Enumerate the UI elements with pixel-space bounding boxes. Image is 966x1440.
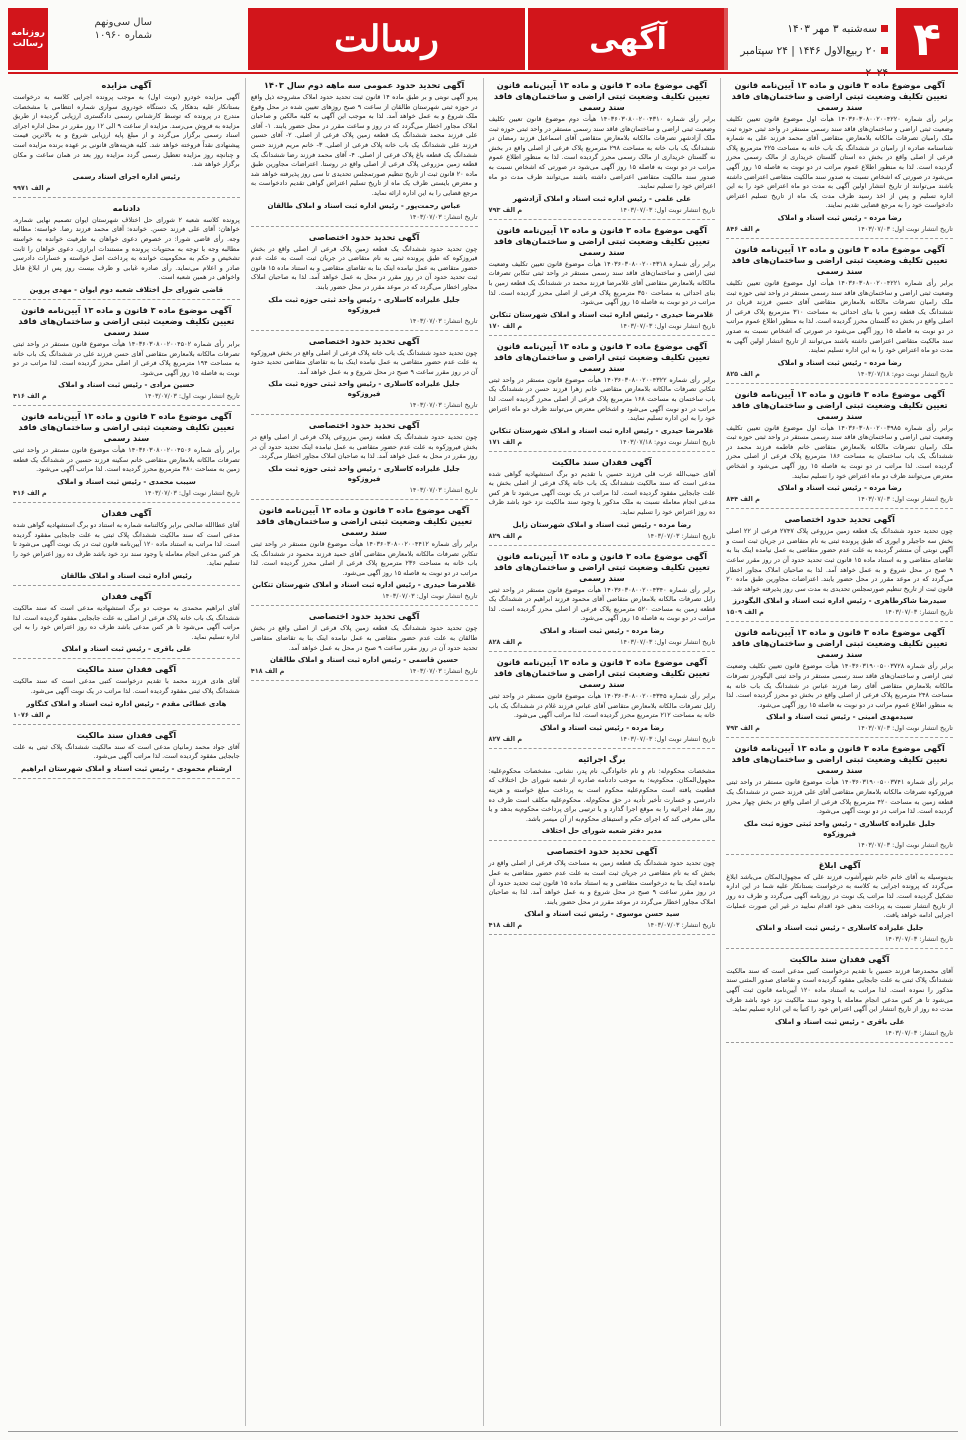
section-title: آگهی (528, 8, 728, 70)
reference-number: م الف ۱۵۰۹ (726, 608, 764, 617)
notice-footer (251, 667, 478, 676)
notice-body: چون تحدید حدود ششدانگ یک قطعه زمین به مساحت پلاک فرعی از اصلی واقع در بخش که به نام متقاضی در جریان ثبت است به علت عدم حضور متقاضی به عمل نیامده اینک بنا به درخواست متقاضی و به استناد ماده ۱۵ قانون ثبت تحدید حدود آن در روز مقرر ساعت ۹ صبح در محل شروع و به عمل خواهد آمد. لذا به صاحبان املاک مجاور اخطار می‌گردد در موعد مقرر در محل حضور یابند. (488, 859, 716, 906)
notice-signature: جلیل علیزاده کاسلاری - رئیس ثبت اسناد و املاک (755, 923, 924, 932)
notice-footer (726, 724, 953, 733)
notice (13, 508, 240, 586)
column-1 (720, 78, 958, 1426)
reference-number: م الف ۸۴۶ (726, 224, 760, 233)
notice-signature: رضا مرده - رئیس ثبت اسناد و املاک (777, 358, 902, 367)
notice-signature: سید حسن موسوی - رئیس ثبت اسناد و املاک (524, 910, 680, 919)
notice-title: آگهی موضوع ماده ۳ قانون و ماده ۱۳ آیین‌نامه قانون تعیین تکلیف وضعیت ثبتی اراضی و ساختمان‌های فاقد سند رسمی (731, 388, 948, 421)
notice-body: برابر رأی شماره ۱۴۰۳۶۰۳۰۸۰۰۲۰۰۴۳۱۰ هیأت دوم موضوع قانون تعیین تکلیف وضعیت ثبتی اراضی و ساختمان‌های فاقد سند رسمی مستقر در واحد ثبتی حوزه ثبت ملک آزادشهر تصرفات مالکانه بلامعارض متقاضی آقای اسماعیل فرزند رمضان در ششدانگ یک باب خانه به مساحت ۲۹۸ مترمربع پلاک فرعی از اصلی واقع در بخش نه گلستان خریداری از مالک رسمی محرز گردیده است. لذا به منظور اطلاع عموم مراتب در دو نوبت به فاصله ۱۵ روز آگهی می‌شود در صورتی که اشخاص نسبت به صدور سند مالکیت متقاضی اعتراضی داشته باشند می‌توانند ظرف مدت دو ماه اعتراض خود را تسلیم نمایند. (488, 115, 716, 191)
notice-body: برابر رأی شماره ۱۴۰۳۶۰۳۱۹۰۰۵۰۰۳۷۲۸ هیأت موضوع قانون تعیین تکلیف وضعیت ثبتی اراضی و ساختمان‌های فاقد سند رسمی مستقر در واحد ثبتی الیگودرز تصرفات مالکانه بلامعارض متقاضی آقای رضا فرزند عباس در ششدانگ یک باب خانه به مساحت ۲۴۸ مترمربع پلاک فرعی از اصلی واقع در بخش دو محرز گردیده است. لذا به منظور اطلاع عموم مراتب در دو نوبت به فاصله ۱۵ روز آگهی می‌شود. (726, 662, 954, 709)
notice-title: آگهی تحدید حدود اختصاصی (308, 611, 420, 622)
notice-body: برابر رأی شماره ۱۴۰۳۶۰۳۰۸۰۰۲۰۰۴۳۴۵ هیأت موضوع قانون مستقر در واحد ثبتی زابل تصرفات مالکانه بلامعارض متقاضی آقای عباس فرزند غلام در ششدانگ یک باب خانه به مساحت ۲۱۲ مترمربع محرز گردیده است. لذا مراتب آگهی می‌شود. (488, 692, 716, 720)
reference-number: م الف ۹۹۷۱ (13, 183, 51, 192)
notice-footer (489, 735, 716, 744)
notice-title: آگهی تحدید حدود اختصاصی (308, 420, 420, 431)
notice-signature: علی باقری - رئیس ثبت اسناد و املاک (61, 645, 192, 654)
notice-title: آگهی موضوع ماده ۳ قانون و ماده ۱۳ آیین‌نامه قانون تعیین تکلیف وضعیت ثبتی اراضی و ساختمان‌های فاقد سند رسمی (256, 505, 473, 538)
notice-title: آگهی موضوع ماده ۳ قانون و ماده ۱۳ آیین‌نامه قانون تعیین تکلیف وضعیت ثبتی اراضی و ساختمان‌های فاقد سند رسمی (493, 657, 710, 690)
brand-logo: رسالت (248, 8, 528, 70)
notice-footer (489, 532, 716, 541)
publication-date: تاریخ انتشار: ۱۴۰۳/۰۷/۰۳ (409, 401, 478, 410)
notice-signature: حسین مرادی - رئیس ثبت اسناد و املاک (58, 381, 195, 390)
publication-date: تاریخ انتشار: ۱۴۰۳/۰۷/۰۳ (884, 608, 953, 617)
notice-signature: رضا مرده - رئیس ثبت اسناد و املاک شهرستان زابل (512, 520, 692, 529)
notice-footer (251, 592, 478, 601)
notice (489, 341, 716, 452)
notice-body: چون تحدید حدود ششدانگ یک قطعه زمین مزروعی پلاک فرعی از اصلی واقع در بخش فیروزکوه به علت عدم حضور متقاضی به عمل نیامده اینک تحدید حدود آن در روز مقرر در محل به عمل خواهد آمد. لذا به صاحبان املاک مجاور اخطار می‌گردد. (250, 433, 478, 461)
publication-date: تاریخ انتشار نوبت دوم: ۱۴۰۳/۰۷/۱۸ (619, 437, 716, 446)
notice-signature: عباس رحمت‌پور - رئیس اداره ثبت اسناد و املاک طالقان (267, 201, 461, 210)
column-4 (8, 78, 245, 1426)
notice-title: آگهی فقدان سند مالکیت (76, 729, 177, 740)
notice-body: مشخصات محکوم‌له: نام و نام خانوادگی، نام پدر، نشانی. مشخصات محکوم‌علیه: مجهول‌المکان. محکوم‌به: به موجب دادنامه صادره از شعبه شورای حل اختلاف که قطعیت یافته است محکوم‌علیه محکوم است به پرداخت مبلغ خواسته و هزینه دادرسی و خسارت تأخیر تأدیه در حق محکوم‌له. محکوم‌علیه مکلف است ظرف ده روز مفاد اجرائیه را به موقع اجرا گذارد و یا ترتیبی برای پرداخت محکوم‌به بدهد و یا مالی معرفی کند که اجرای حکم و استیفای محکوم‌به از آن میسر باشد. (488, 766, 716, 823)
notice (13, 730, 240, 779)
notice (726, 860, 953, 949)
notice-title: آگهی تحدید حدود اختصاصی (308, 335, 420, 346)
notice-footer (726, 495, 953, 504)
notice-body: آقای محمدرضا فرزند حسین با تقدیم درخواست کتبی مدعی است که سند مالکیت ششدانگ پلاک ثبتی به علت جابجایی مفقود گردیده است و تقاضای صدور المثنی سند مذکور را نموده است. لذا مراتب به استناد ماده ۱۲۰ آیین‌نامه قانون ثبت آگهی می‌شود تا هر کس مدعی انجام معامله یا وجود سند مالکیت نزد خود باشد ظرف مدت ده روز از تاریخ انتشار این آگهی اعتراض خود را کتباً به این اداره تسلیم نماید. (726, 966, 953, 1014)
notice-title: آگهی موضوع ماده ۳ قانون و ماده ۱۳ آیین‌نامه قانون تعیین تکلیف وضعیت ثبتی اراضی و ساختمان‌های فاقد سند رسمی (18, 411, 235, 444)
bottom-rule (8, 1431, 958, 1432)
reference-number: م الف ۴۱۶ (13, 489, 47, 498)
reference-number: م الف ۸۲۷ (488, 734, 523, 743)
publication-date: تاریخ انتشار نوبت اول: ۱۴۰۳/۰۷/۰۳ (620, 321, 716, 330)
notice-signature: رئیس اداره اجرای اسناد رسمی (72, 172, 181, 181)
notice-title: آگهی تحدید حدود اختصاصی (308, 231, 420, 242)
notice-title: آگهی فقدان سند مالکیت (76, 664, 177, 675)
notice-columns (8, 78, 958, 1426)
notice (489, 551, 716, 652)
reference-number: م الف ۸۲۵ (726, 369, 760, 378)
notice-signature: جلیل علیزاده کاسلاری - رئیس واحد ثبتی حوزه ثبت ملک فیروزکوه (268, 295, 460, 314)
publication-date: تاریخ انتشار: ۱۴۰۳/۰۷/۰۳ (409, 486, 478, 495)
reference-number: م الف ۴۱۸ (250, 667, 285, 676)
notice-footer (489, 206, 716, 215)
notice-signature: رئیس اداره ثبت اسناد و املاک طالقان (60, 572, 192, 581)
publication-date: تاریخ انتشار نوبت اول: ۱۴۰۳/۰۷/۰۳ (857, 495, 953, 504)
notice-signature: سیدرضا شاکرطاهری - رئیس اداره ثبت اسناد و املاک الیگودرز (732, 597, 947, 606)
notice-title: آگهی موضوع ماده ۳ قانون و ماده ۱۳ آیین‌نامه قانون تعیین تکلیف وضعیت ثبتی اراضی و ساختمان‌های فاقد سند رسمی (493, 224, 710, 257)
notice-title: آگهی فقدان (101, 508, 152, 519)
column-3 (245, 78, 483, 1426)
notice-footer (489, 322, 716, 331)
notice (726, 627, 953, 738)
notice-body: برابر رأی شماره ۱۴۰۳۶۰۳۰۸۰۰۲۰۰۴۵۰۶ هیأت موضوع قانون مستقر در واحد ثبتی تصرفات مالکانه بلامعارض متقاضی خانم سکینه فرزند حسین در ششدانگ یک قطعه زمین به مساحت ۳۸۰ مترمربع محرز گردیده است. لذا مراتب آگهی می‌شود. (13, 446, 240, 474)
publication-date: تاریخ انتشار نوبت اول: ۱۴۰۳/۰۷/۰۳ (857, 224, 953, 233)
notice-footer (489, 638, 716, 647)
notice (13, 203, 240, 300)
notice-body: برابر رأی شماره ۱۴۰۳۶۰۳۰۸۰۰۲۰۰۴۳۱۸ هیأت موضوع قانون تعیین تکلیف وضعیت ثبتی اراضی و ساختمان‌های فاقد سند رسمی مستقر در واحد ثبتی تنکابن تصرفات مالکانه بلامعارض متقاضی آقای غلامرضا فرزند محمد در ششدانگ یک قطعه زمین با بنای احداثی به مساحت ۳۵۰ مترمربع پلاک فرعی از اصلی محرز گردیده است. لذا مراتب در دو نوبت به فاصله ۱۵ روز آگهی می‌شود. (488, 259, 716, 307)
notice-footer (489, 438, 716, 447)
notice (489, 225, 716, 336)
notice (13, 664, 240, 724)
publication-date: تاریخ انتشار نوبت اول: ۱۴۰۳/۰۷/۰۳ (620, 734, 716, 743)
date-line-1: سه‌شنبه ۳ مهر ۱۴۰۳ (787, 23, 877, 35)
notice-signature: رضا مرده - رئیس ثبت اسناد و املاک (777, 484, 902, 493)
notice-title: آگهی ابلاغ (818, 859, 861, 870)
notice (251, 80, 478, 227)
notice-footer (251, 401, 478, 410)
notice (489, 754, 716, 842)
notice (726, 389, 953, 510)
notice-title: آگهی تحدید حدود اختصاصی (546, 846, 658, 857)
notice-body: پیرو آگهی نوبتی و بر طبق ماده ۱۴ قانون ثبت تحدید حدود املاک مشروحه ذیل واقع در حوزه ثبتی شهرستان طالقان از ساعت ۹ صبح روزهای تعیین شده در محل وقوع ملک شروع و به عمل خواهد آمد. لذا به موجب این آگهی به کلیه مالکین و صاحبان املاک مجاور اخطار می‌گردد که در روز و ساعت مقرر در محل حضور یابند. ۱- آقای علی فرزند محمد ششدانگ یک قطعه زمین پلاک فرعی از اصلی. ۲- آقای حسین فرزند علی ششدانگ یک باب خانه پلاک فرعی از اصلی. ۳- خانم مریم فرزند حسن ششدانگ یک قطعه باغ پلاک فرعی از اصلی. ۴- آقای محمد فرزند رضا ششدانگ یک قطعه زمین مزروعی پلاک فرعی از اصلی واقع در روستا. اعتراضات مجاورین طبق ماده ۲۰ قانون ثبت از تاریخ تنظیم صورتمجلس تحدیدی تا سی روز پذیرفته خواهد شد و معترض بایستی ظرف یک ماه از تاریخ تسلیم اعتراض گواهی تقدیم دادخواست به مرجع قضایی را به این اداره ارائه نماید. (250, 93, 478, 197)
notice-body: آقای حبیب‌الله عرب قلی فرزند حسین با تقدیم دو برگ استشهادیه گواهی شده مدعی است که سند مالکیت ششدانگ یک باب خانه پلاک فرعی از اصلی بخش به علت جابجایی مفقود گردیده است. لذا مراتب در یک نوبت آگهی می‌شود تا هر کس مدعی انجام معامله نسبت به ملک مذکور یا وجود سند مالکیت نزد خود باشد ظرف ده روز اعتراض خود را تسلیم نماید. (488, 469, 716, 517)
notice (489, 80, 716, 220)
publication-date: تاریخ انتشار نوبت اول: ۱۴۰۳/۰۷/۰۳ (620, 638, 716, 647)
notice-footer (726, 608, 953, 617)
notice-title: آگهی تحدید حدود اختصاصی (784, 514, 895, 525)
notice-footer (13, 392, 240, 401)
notice-body: پرونده کلاسه شعبه ۲ شورای حل اختلاف شهرستان ایوان تصمیم نهایی شماره. خواهان: آقای علی فرزند حسن. خوانده: آقای محمد فرزند رضا. خواسته: مطالبه وجه. رأی قاضی شورا: در خصوص دعوی خواهان به طرفیت خوانده به خواسته مطالبه وجه با توجه به محتویات پرونده و مستندات ابرازی، دعوی خواهان را ثابت تشخیص و حکم به محکومیت خوانده به پرداخت اصل خواسته و خسارات دادرسی صادر و اعلام می‌نماید. رأی صادره غیابی و ظرف بیست روز پس از ابلاغ قابل واخواهی در همین شعبه است. (13, 215, 240, 282)
notice-title: آگهی موضوع ماده ۳ قانون و ماده ۱۳ آیین‌نامه قانون تعیین تکلیف وضعیت ثبتی اراضی و ساختمان‌های فاقد سند رسمی (493, 550, 710, 583)
notice-body: برابر رأی شماره ۱۴۰۳۶۰۳۰۸۰۰۲۰۰۴۳۲۲ هیأت موضوع قانون مستقر در واحد ثبتی تنکابن تصرفات مالکانه بلامعارض متقاضی خانم زهرا فرزند حسن در ششدانگ یک باب ساختمان به مساحت ۱۶۸ مترمربع پلاک فرعی از اصلی محرز گردیده است. لذا مراتب در دو نوبت آگهی می‌شود و اشخاص معترض می‌توانند ظرف دو ماه اعتراض خود را به این اداره تسلیم نمایند. (488, 375, 716, 423)
notice-body: چون تحدید حدود ششدانگ یک قطعه زمین پلاک فرعی از اصلی واقع در بخش فیروزکوه که طبق پرونده ثبتی به نام متقاضی در جریان ثبت است به علت عدم حضور متقاضی به عمل نیامده اینک بنا به تقاضای متقاضی و به استناد ماده ۱۵ قانون ثبت تحدید حدود آن در روز مقرر در محل به عمل خواهد آمد. لذا به صاحبان املاک مجاور اخطار می‌گردد که در موعد مقرر در محل حضور یابند. (250, 244, 478, 291)
notice (489, 457, 716, 546)
publication-date: تاریخ انتشار: ۱۴۰۳/۰۷/۰۳ (884, 1028, 953, 1037)
notice-footer (489, 921, 716, 930)
notice-body: برابر رأی شماره ۱۴۰۳۶۰۳۱۹۰۰۵۰۰۳۷۴۱ هیأت موضوع قانون مستقر در واحد ثبتی فیروزکوه تصرفات مالکانه بلامعارض متقاضی آقای علی فرزند حسن در ششدانگ یک قطعه زمین به مساحت ۴۲۰ مترمربع پلاک فرعی از اصلی واقع در بخش چهار محرز گردیده است. لذا مراتب در دو نوبت آگهی می‌شود. (726, 778, 953, 816)
notice-footer (726, 1029, 953, 1038)
notice-title: آگهی موضوع ماده ۳ قانون و ماده ۱۳ آیین‌نامه قانون تعیین تکلیف وضعیت ثبتی اراضی و ساختمان‌های فاقد سند رسمی (493, 80, 710, 112)
notice (13, 411, 240, 503)
publication-date: تاریخ انتشار نوبت اول: ۱۴۰۳/۰۷/۰۳ (144, 392, 240, 401)
notice (726, 514, 953, 622)
notice-footer (726, 841, 953, 850)
publication-date: تاریخ انتشار نوبت اول: ۱۴۰۳/۰۷/۰۳ (857, 724, 953, 733)
notice-body: برابر رأی شماره ۱۴۰۳۶۰۳۰۸۰۰۲۰۰۴۲۲۰ هیأت اول موضوع قانون تعیین تکلیف وضعیت ثبتی اراضی و ساختمان‌های فاقد سند رسمی مستقر در واحد ثبتی حوزه ثبت ملک رامیان تصرفات مالکانه بلامعارض متقاضی آقای محمد فرزند علی به شماره شناسنامه صادره از رامیان در ششدانگ یک باب خانه به مساحت ۲۲۵ مترمربع پلاک فرعی از اصلی واقع در بخش ده استان گلستان خریداری از مالک رسمی محرز گردیده است. لذا به منظور اطلاع عموم مراتب در دو نوبت به فاصله ۱۵ روز آگهی می‌شود در صورتی که اشخاص نسبت به صدور سند مالکیت متقاضی اعتراضی داشته باشند می‌توانند از تاریخ انتشار اولین آگهی به مدت دو ماه اعتراض خود را به این اداره تسلیم و پس از اخذ رسید ظرف مدت یک ماه از تاریخ تسلیم اعتراض دادخواست خود را به مرجع قضایی تقدیم نمایند. (726, 115, 953, 210)
notice-signature: هادی عطائی مقدم - رئیس اداره ثبت اسناد و املاک کنگاور (26, 699, 227, 708)
reference-number: م الف ۱۷۱ (488, 437, 523, 446)
notice-signature: ارشنام محمودی - رئیس ثبت اسناد و املاک شهرستان ابراهیم (21, 764, 232, 773)
reference-number: م الف ۸۲۹ (488, 531, 523, 540)
notice-signature: مدیر دفتر شعبه شورای حل اختلاف (541, 827, 662, 836)
notice-body: آگهی مزایده خودرو (نوبت اول) به موجب پرونده اجرایی کلاسه به درخواست بستانکار علیه بدهکار یک دستگاه خودروی سواری شماره انتظامی با مشخصات مندرج در پرونده که توسط کارشناس رسمی دادگستری ارزیابی گردیده از طریق مزایده به فروش می‌رسد. مزایده از ساعت ۹ الی ۱۲ روز مقرر در محل اداره اجرای اسناد رسمی برگزار می‌گردد و از مبلغ پایه ارزیابی شروع و به بالاترین قیمت پیشنهادی نقداً فروخته خواهد شد. کلیه هزینه‌های قانونی بر عهده برنده مزایده است و چنانچه روز مزایده تعطیل رسمی گردد مزایده روز بعد در همان ساعت و مکان برگزار خواهد شد. (13, 93, 240, 169)
notice-footer (251, 486, 478, 495)
date-line-2: ۲۰ ربیع‌الاول ۱۴۴۶ | ۲۴ سپتامبر (740, 45, 877, 57)
notice (726, 244, 953, 384)
reference-number: م الف ۴۱۸ (488, 921, 523, 930)
publication-date: تاریخ انتشار: ۱۴۰۳/۰۷/۰۳ (409, 316, 478, 325)
column-2 (483, 78, 721, 1426)
bullet-square-icon (881, 47, 888, 54)
notice (251, 336, 478, 416)
notice-footer (13, 489, 240, 498)
notice-signature: رضا مرده - رئیس ثبت اسناد و املاک (539, 627, 664, 636)
notice-body: آقای جواد محمد زمانیان مدعی است که سند مالکیت ششدانگ پلاک ثبتی به علت جابجایی مفقود گردیده است. لذا مراتب آگهی می‌شود. (13, 742, 240, 761)
notice-body: بدینوسیله به آقای خانم خانم شهرآشوب فرزند علی که مجهول‌المکان می‌باشد ابلاغ می‌گردد که پرونده اجرایی به کلاسه به درخواست بستانکار علیه شما در این اداره تشکیل گردیده است. لذا مراتب یک نوبت در روزنامه آگهی می‌گردد و ظرف ده روز از تاریخ انتشار نسبت به پرداخت بدهی خود اقدام نمایید در غیر این صورت عملیات اجرایی ادامه خواهد یافت. (726, 872, 953, 920)
publication-date: تاریخ انتشار نوبت اول: ۱۴۰۳/۰۷/۰۳ (620, 205, 716, 214)
notice (489, 657, 716, 749)
notice-title: برگ اجرائیه (578, 753, 626, 764)
notice-signature: علی علمی - رئیس اداره ثبت اسناد و املاک آزادشهر (512, 194, 691, 203)
notice-body: برابر رأی شماره ۱۴۰۳۶۰۳۰۸۰۰۲۰۰۴۳۴۰ هیأت موضوع قانون مستقر در واحد ثبتی زابل تصرفات مالکانه بلامعارض متقاضی آقای محمود فرزند ابراهیم در ششدانگ یک قطعه زمین به مساحت ۵۲۰ مترمربع پلاک فرعی از اصلی محرز گردیده است. لذا مراتب در دو نوبت به فاصله ۱۵ روز آگهی می‌شود. (488, 585, 716, 623)
notice-title: آگهی موضوع ماده ۳ قانون و ماده ۱۳ آیین‌نامه قانون تعیین تکلیف وضعیت ثبتی اراضی و ساختمان‌های فاقد سند رسمی (731, 80, 948, 112)
publication-date: تاریخ انتشار: ۱۴۰۳/۰۷/۰۳ (409, 212, 478, 221)
notice-signature: علی باقری - رئیس ثبت اسناد و املاک (774, 1017, 905, 1026)
notice-signature: سیدمهدی امینی - رئیس ثبت اسناد و املاک (766, 713, 914, 722)
notice-body: آقای هادی فرزند محمد با تقدیم درخواست کتبی مدعی است که سند مالکیت ششدانگ پلاک ثبتی مفقود گردیده است. لذا مراتب در یک نوبت آگهی می‌شود. (13, 677, 240, 695)
notice-signature: غلامرضا حیدری - رئیس اداره ثبت اسناد و املاک شهرستان تنکابن (252, 581, 477, 590)
reference-number: م الف ۸۴۴ (726, 495, 760, 504)
notice (726, 80, 953, 239)
notice-signature: غلامرضا حیدری - رئیس اداره ثبت اسناد و املاک شهرستان تنکابن (489, 426, 714, 435)
reference-number: م الف ۱۰۷۶ (13, 710, 51, 719)
reference-number: م الف ۴۱۶ (13, 392, 47, 401)
notice (251, 505, 478, 606)
notice-signature: رضا مرده - رئیس ثبت اسناد و املاک (777, 213, 902, 222)
notice (13, 305, 240, 406)
notice-body: چون تحدید حدود ششدانگ یک باب خانه پلاک فرعی از اصلی واقع در بخش فیروزکوه به علت عدم حضور متقاضی به عمل نیامده اینک بنا به تقاضای متقاضی تحدید حدود آن در روز مقرر ساعت ۹ صبح در محل شروع و به عمل خواهد آمد. (250, 348, 478, 376)
notice-body: برابر رأی شماره ۱۴۰۳۶۰۳۰۸۰۰۲۰۰۴۴۱۲ هیأت موضوع قانون مستقر در واحد ثبتی تنکابن تصرفات مالکانه بلامعارض متقاضی آقای حمید فرزند محمود در ششدانگ یک باب خانه به مساحت ۲۳۶ مترمربع پلاک فرعی از اصلی محرز گردیده است. لذا مراتب در دو نوبت به فاصله ۱۵ روز آگهی می‌شود. (250, 540, 478, 577)
reference-number: م الف ۷۹۳ (488, 205, 523, 214)
notice-body: برابر رأی شماره ۱۴۰۳۶۰۳۰۸۰۰۲۰۰۴۵۰۲ هیأت موضوع قانون مستقر در واحد ثبتی تصرفات مالکانه بلامعارض متقاضی آقای حسن فرزند علی در ششدانگ یک باب خانه به مساحت ۱۹۴ مترمربع پلاک فرعی از اصلی محرز گردیده است. لذا مراتب در دو نوبت به فاصله ۱۵ روز آگهی می‌شود. (13, 339, 240, 377)
notice-signature: حسین قاسمی - رئیس اداره ثبت اسناد و املاک طالقان (269, 656, 459, 665)
reference-number: م الف ۷۹۳ (726, 724, 760, 733)
notice-title: آگهی موضوع ماده ۳ قانون و ماده ۱۳ آیین‌نامه قانون تعیین تکلیف وضعیت ثبتی اراضی و ساختمان‌های فاقد سند رسمی (18, 304, 235, 337)
notice-signature: جلیل علیزاده کاسلاری - رئیس واحد ثبتی حوزه ثبت ملک فیروزکوه (268, 465, 460, 484)
reference-number: م الف ۸۲۸ (488, 638, 523, 647)
page-number: ۴ (896, 8, 958, 70)
notice (13, 591, 240, 659)
notice-footer (251, 213, 478, 222)
notice-signature: رضا مرده - رئیس ثبت اسناد و املاک (539, 723, 664, 732)
notice-title: آگهی فقدان (101, 591, 152, 602)
notice-title: آگهی موضوع ماده ۳ قانون و ماده ۱۳ آیین‌نامه قانون تعیین تکلیف وضعیت ثبتی اراضی و ساختمان‌های فاقد سند رسمی (731, 743, 948, 776)
masthead (8, 8, 958, 70)
notice-footer (726, 225, 953, 234)
notice-title: آگهی تحدید حدود عمومی سه ماهه دوم سال ۱۴۰۳ (263, 80, 465, 90)
notice-title: آگهی موضوع ماده ۳ قانون و ماده ۱۳ آیین‌نامه قانون تعیین تکلیف وضعیت ثبتی اراضی و ساختمان‌های فاقد سند رسمی (731, 627, 948, 660)
notice-footer (251, 317, 478, 326)
notice-title: آگهی موضوع ماده ۳ قانون و ماده ۱۳ آیین‌نامه قانون تعیین تکلیف وضعیت ثبتی اراضی و ساختمان‌های فاقد سند رسمی (493, 340, 710, 373)
notice (251, 611, 478, 681)
publication-date: تاریخ انتشار: ۱۴۰۳/۰۷/۰۳ (409, 667, 478, 676)
notice (251, 420, 478, 500)
notice-title: آگهی فقدان سند مالکیت (552, 456, 652, 467)
notice-signature: قاضی شورای حل اختلاف شعبه دوم ایوان - مهدی پروین (29, 285, 224, 294)
notice-footer (726, 935, 953, 944)
notice-signature: غلامرضا حیدری - رئیس اداره ثبت اسناد و املاک شهرستان تنکابن (489, 310, 714, 319)
notice-body: برابر رأی شماره ۱۴۰۳۶۰۳۰۸۰۰۲۰۰۴۲۲۱ هیأت اول موضوع قانون تعیین تکلیف وضعیت ثبتی اراضی و ساختمان‌های فاقد سند رسمی مستقر در واحد ثبتی حوزه ثبت ملک رامیان تصرفات مالکانه بلامعارض متقاضی آقای حسین فرزند قربان در ششدانگ یک قطعه زمین با بنای احداثی به مساحت ۳۱۰ مترمربع پلاک فرعی از اصلی واقع در بخش ده گلستان محرز گردیده است. لذا به منظور اطلاع عموم مراتب در دو نوبت به فاصله ۱۵ روز آگهی می‌شود در صورتی که اشخاص نسبت به صدور سند مالکیت متقاضی اعتراضی داشته باشند می‌توانند از تاریخ انتشار اولین آگهی به مدت دو ماه اعتراض خود را به این اداره تسلیم نمایند. (726, 278, 954, 355)
publication-date: تاریخ انتشار نوبت اول: ۱۴۰۳/۰۷/۰۳ (857, 840, 953, 849)
notice-title: دادنامه (112, 202, 141, 213)
newspaper-logo-icon: روزنامه رسالت (8, 8, 48, 70)
publication-date: تاریخ انتشار نوبت اول: ۱۴۰۳/۰۷/۰۳ (144, 489, 240, 498)
notice (251, 232, 478, 331)
notice-signature: جلیل علیزاده کاسلاری - رئیس واحد ثبتی حوزه ثبت ملک فیروزکوه (268, 380, 460, 399)
notice-title: آگهی موضوع ماده ۳ قانون و ماده ۱۳ آیین‌نامه قانون تعیین تکلیف وضعیت ثبتی اراضی و ساختمان‌های فاقد سند رسمی (731, 243, 948, 276)
notice-body: برابر رأی شماره ۱۴۰۳۶۰۳۰۸۰۰۲۰۰۳۹۸۵ هیأت اول موضوع قانون تعیین تکلیف وضعیت ثبتی اراضی و ساختمان‌های فاقد سند رسمی مستقر در واحد ثبتی حوزه ثبت ملک رامیان تصرفات مالکانه بلامعارض متقاضی خانم فاطمه فرزند محمد در ششدانگ یک باب ساختمان به مساحت ۱۸۶ مترمربع پلاک فرعی از اصلی محرز گردیده است. لذا مراتب در دو نوبت به فاصله ۱۵ روز آگهی می‌شود و اشخاص معترض می‌توانند ظرف دو ماه اعتراض خود را تسلیم نمایند. (726, 423, 953, 480)
publication-date: تاریخ انتشار نوبت اول: ۱۴۰۳/۰۷/۰۳ (382, 592, 478, 601)
notice (726, 954, 953, 1043)
reference-number: م الف ۱۷۰ (488, 321, 523, 330)
date-block (728, 8, 896, 70)
notice-body: چون تحدید حدود ششدانگ یک قطعه زمین پلاک فرعی از اصلی واقع در بخش طالقان به علت عدم حضور متقاضی به عمل نیامده اینک بنا به تقاضای متقاضی تحدید حدود آن در روز مقرر ساعت ۹ صبح در محل به عمل خواهد آمد. (250, 624, 478, 652)
notice-body: آقای عطاالله صالحی برابر وکالتنامه شماره به استناد دو برگ استشهادیه گواهی شده مدعی است که سند مالکیت ششدانگ پلاک ثبتی به علت جابجایی مفقود گردیده است. لذا مراتب به استناد ماده ۱۲۰ آیین‌نامه قانون ثبت در یک نوبت آگهی می‌شود تا هر کس مدعی انجام معامله یا وجود سند نزد خود باشد ظرف ده روز اعتراض خود را تسلیم نماید. (13, 521, 240, 568)
notice-body: آقای ابراهیم محمدی به موجب دو برگ استشهادیه مدعی است که سند مالکیت ششدانگ یک باب خانه پلاک فرعی از اصلی به علت جابجایی مفقود گردیده است. لذا مراتب آگهی می‌شود تا هر کس مدعی باشد ظرف ده روز اعتراض خود را به این اداره تسلیم نماید. (13, 604, 240, 641)
year-line: سال سی‌ونهم (94, 17, 152, 28)
notice-body: چون تحدید حدود ششدانگ یک قطعه زمین مزروعی پلاک ۲۷۴۷ فرعی از ۲۲ اصلی بخش سه حاجیلر و ایوری که طبق پرونده ثبتی به نام متقاضی در جریان ثبت است و آگهی نوبتی آن منتشر گردیده به علت عدم حضور متقاضی به عمل نیامده اینک بنا به تقاضای متقاضی و به استناد ماده ۱۵ قانون ثبت تحدید حدود آن در روز مقرر ساعت ۹ صبح در محل شروع و به عمل خواهد آمد. لذا به صاحبان املاک مجاور اخطار می‌گردد که در موعد مقرر در محل حضور یابند. اعتراضات مجاورین طبق ماده ۲۰ قانون ثبت از تاریخ تنظیم صورتمجلس تحدیدی به مدت سی روز پذیرفته خواهد شد. (726, 527, 953, 593)
notice-footer (13, 711, 240, 720)
notice-footer (726, 370, 953, 379)
notice (726, 743, 953, 854)
publication-date: تاریخ انتشار: ۱۴۰۳/۰۷/۰۳ (647, 921, 716, 930)
notice (489, 846, 716, 935)
publication-date: تاریخ انتشار: ۱۴۰۳/۰۷/۰۳ (647, 531, 716, 540)
bullet-square-icon (881, 25, 888, 32)
issue-meta (48, 8, 152, 70)
publication-date: تاریخ انتشار: ۱۴۰۳/۰۷/۰۳ (884, 934, 953, 943)
notice-signature: سیبب محمدی - رئیس ثبت اسناد و املاک (57, 478, 196, 487)
masthead-rule (8, 72, 958, 74)
notice-title: آگهی فقدان سند مالکیت (789, 953, 890, 964)
issue-line: شماره ۱۰۹۶۰ (94, 30, 152, 41)
publication-date: تاریخ انتشار نوبت دوم: ۱۴۰۳/۰۷/۱۸ (857, 369, 953, 378)
notice (13, 80, 240, 198)
notice-signature: جلیل علیزاده کاسلاری - رئیس واحد ثبتی حوزه ثبت ملک فیروزکوه (743, 819, 936, 838)
notice-title: آگهی مزایده (101, 80, 152, 90)
notice-footer (13, 184, 240, 193)
